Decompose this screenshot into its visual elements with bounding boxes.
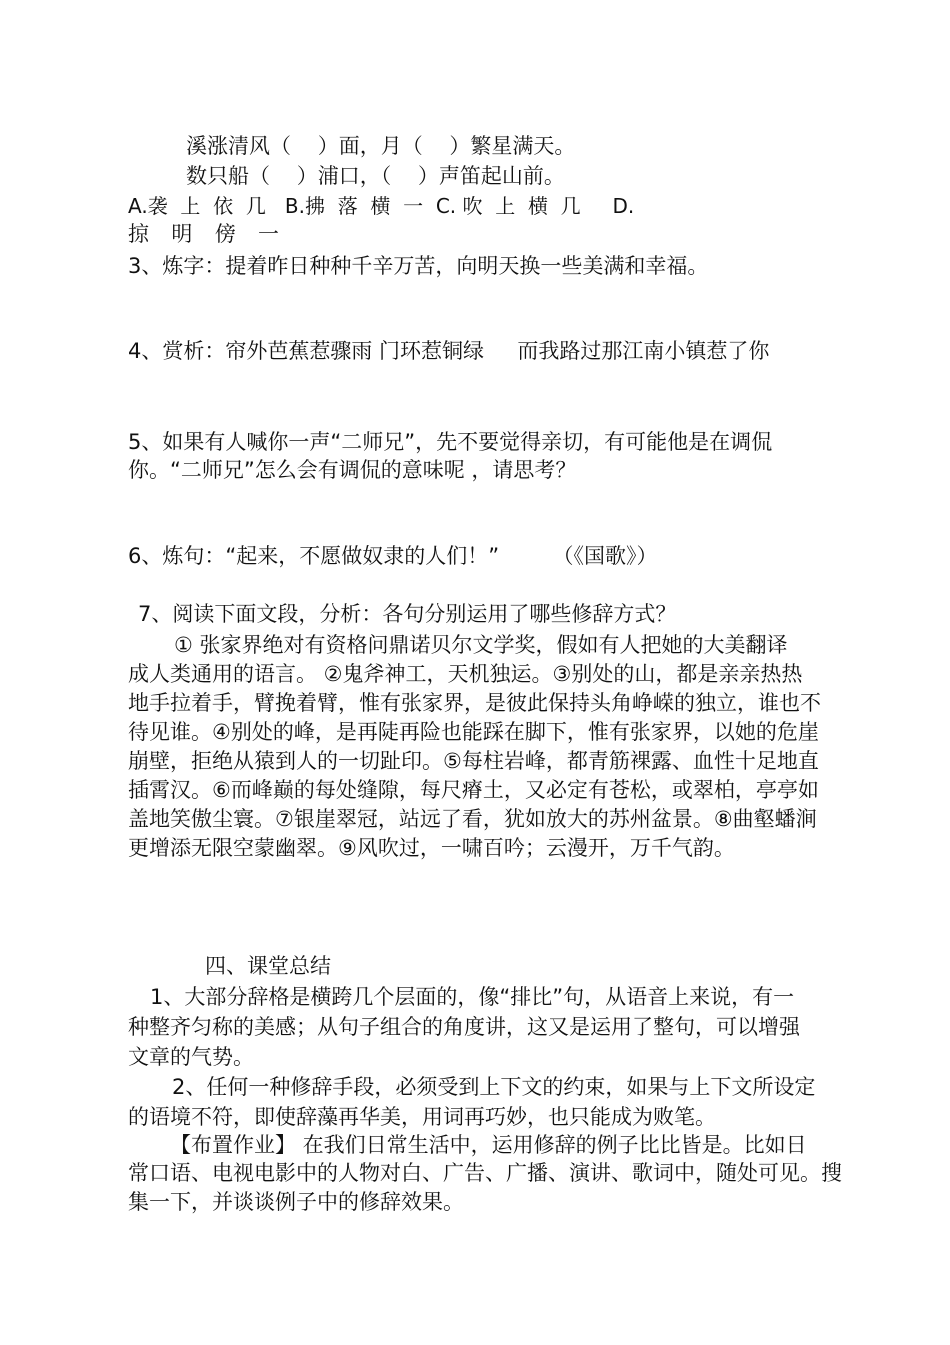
q6-text: 6、炼句：“起来，不愿做奴隶的人们！” （《国歌》） [128, 544, 658, 568]
summary-p1-line: 1、大部分辞格是横跨几个层面的，像“排比”句，从语音上来说，有一 [150, 985, 795, 1009]
homework-line: 【布置作业】 在我们日常生活中，运用修辞的例子比比皆是。比如日 [170, 1133, 807, 1157]
q7-passage-line: 插霄汉。⑥而峰巅的每处缝隙，每尺瘠土，又必定有苍松，或翠柏，亭亭如 [128, 778, 819, 802]
q7-passage-line: 更增添无限空蒙幽翠。⑨风吹过，一啸百吟；云漫开，万千气韵。 [128, 836, 735, 860]
q4-text: 4、赏析：帘外芭蕉惹骤雨 门环惹铜绿 而我路过那江南小镇惹了你 [128, 339, 770, 363]
homework-line: 集一下，并谈谈例子中的修辞效果。 [128, 1190, 464, 1214]
summary-p2-line: 的语境不符，即使辞藻再华美，用词再巧妙，也只能成为败笔。 [128, 1105, 716, 1129]
summary-p1-line: 种整齐匀称的美感；从句子组合的角度讲，这又是运用了整句，可以增强 [128, 1015, 800, 1039]
q7-passage-line: 地手拉着手，臂挽着臂，惟有张家界，是彼此保持头角峥嵘的独立，谁也不 [128, 691, 821, 715]
summary-heading: 四、课堂总结 [205, 954, 331, 978]
q2-line-1: 溪涨清风（ ）面，月（ ）繁星满天。 [186, 134, 576, 158]
q7-passage-line: 盖地笑傲尘寰。⑦银崖翠冠，站远了看，犹如放大的苏州盆景。⑧曲壑蟠涧 [128, 807, 817, 831]
q7-title: 7、阅读下面文段，分析：各句分别运用了哪些修辞方式？ [138, 602, 677, 626]
q3-text: 3、炼字：提着昨日种种千辛万苦，向明天换一些美满和幸福。 [128, 254, 709, 278]
q2-options-line-1: A.袭 上 依 几 B.拂 落 横 一 C. 吹 上 横 几 D. [128, 194, 635, 218]
q5-line-2: 你。“二师兄”怎么会有调侃的意味呢 ，请思考？ [128, 458, 577, 482]
summary-p2-line: 2、任何一种修辞手段，必须受到上下文的约束，如果与上下文所设定 [172, 1075, 816, 1099]
q2-line-2: 数只船（ ）浦口，（ ）声笛起山前。 [186, 164, 565, 188]
q7-passage-line: 成人类通用的语言。 ②鬼斧神工，天机独运。③别处的山，都是亲亲热热 [128, 662, 803, 686]
q7-passage-line: 待见谁。④别处的峰，是再陡再险也能踩在脚下，惟有张家界，以她的危崖 [128, 720, 819, 744]
q7-passage-line: 崩壁，拒绝从猿到人的一切趾印。⑤每柱岩峰，都青筋裸露、血性十足地直 [128, 749, 819, 773]
homework-line: 常口语、电视电影中的人物对白、广告、广播、演讲、歌词中，随处可见。搜 [128, 1161, 842, 1185]
q2-options-line-2: 掠 明 傍 一 [128, 222, 283, 246]
summary-p1-line: 文章的气势。 [128, 1045, 254, 1069]
q5-line-1: 5、如果有人喊你一声“二师兄”，先不要觉得亲切，有可能他是在调侃 [128, 430, 773, 454]
q7-passage-line: ① 张家界绝对有资格问鼎诺贝尔文学奖，假如有人把她的大美翻译 [174, 633, 788, 657]
